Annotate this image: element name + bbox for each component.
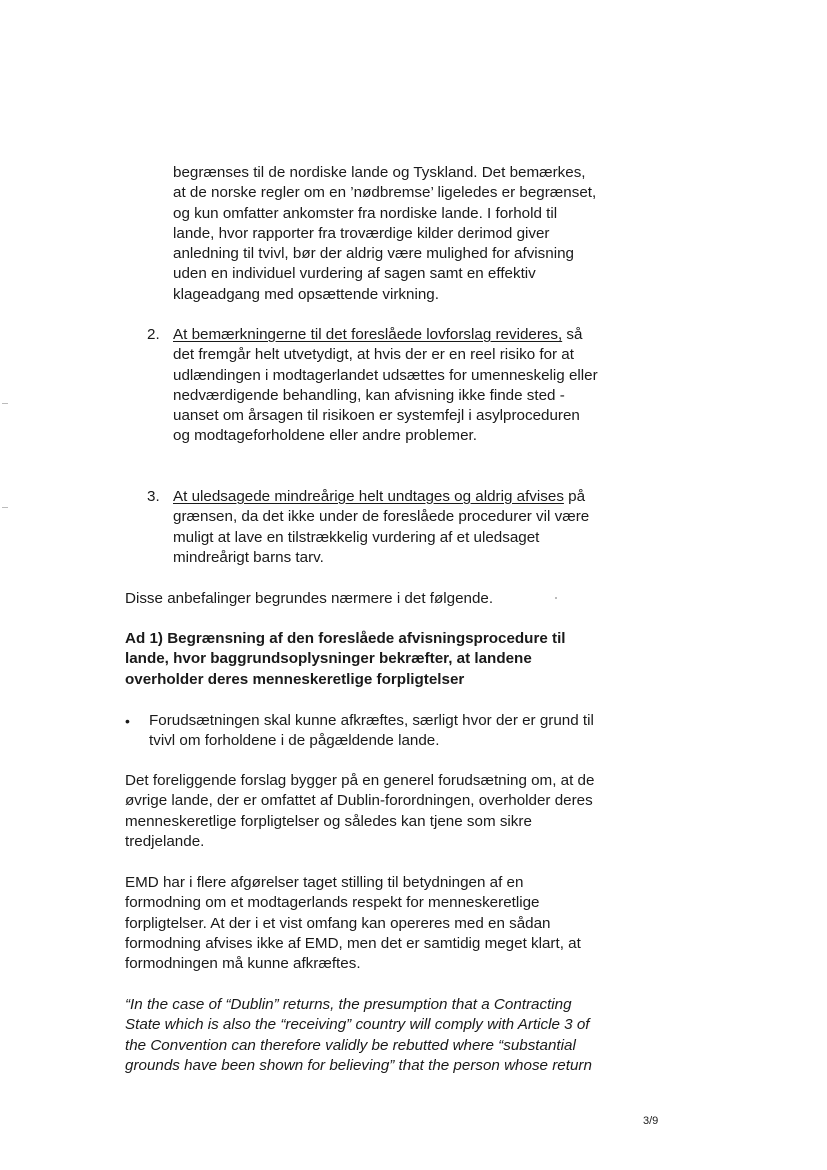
text-line: Disse anbefalinger begrundes nærmere i det følgende. — [125, 590, 494, 607]
bullet-symbol: • — [125, 713, 130, 729]
text-line: “In the case of “Dublin” returns, the presumption that a Contracting — [125, 996, 572, 1013]
section-heading — [125, 629, 566, 690]
text-line: og modtageforholdene eller andre problemer. — [173, 427, 477, 445]
intro-paragraph — [173, 163, 596, 305]
text-line: det fremgår helt utvetydigt, at hvis der er en reel risiko for at — [173, 346, 574, 364]
quote-block — [125, 995, 592, 1076]
bullet-item — [149, 711, 594, 752]
paragraph-forslag — [125, 771, 594, 852]
text-line: nedværdigende behandling, kan afvisning ikke finde sted - — [173, 386, 565, 404]
text-line: tvivl om forholdene i de pågældende lande. — [149, 732, 440, 750]
text-line: EMD har i flere afgørelser taget stilling til betydningen af en — [125, 874, 524, 891]
recommendation-item-2 — [173, 325, 598, 447]
list-number: 2. — [147, 326, 160, 343]
text-line: uden en individuel vurdering af sagen samt en effektiv — [173, 265, 536, 283]
text-line: lande, hvor rapporter fra troværdige kilder derimod giver — [173, 224, 550, 242]
text-line — [173, 325, 598, 345]
text-fragment: så — [562, 326, 583, 343]
text-line: grænsen, da det ikke under de foreslåede procedurer vil være — [173, 508, 590, 526]
text-line: begrænses til de nordiske lande og Tyskland. Det bemærkes, — [173, 164, 586, 181]
text-line: Forudsætningen skal kunne afkræftes, særligt hvor der er grund til — [149, 712, 594, 729]
text-line: State which is also the “receiving” country will comply with Article 3 of — [125, 1016, 590, 1034]
underlined-recommendation: At uledsagede mindreårige helt undtages og aldrig afvises — [173, 488, 564, 505]
recommendation-item-3 — [173, 487, 589, 568]
text-line: tredjelande. — [125, 832, 205, 850]
text-line: uanset om årsagen til risikoen er systemfejl i asylproceduren — [173, 407, 580, 425]
text-line: formodning afvises ikke af EMD, men det er samtidig meget klart, at — [125, 934, 581, 952]
text-line: muligt at lave en tilstrækkelig vurdering af et uledsaget — [173, 528, 540, 546]
text-line: formodning om et modtagerlands respekt for menneskeretlige — [125, 894, 540, 912]
paragraph-emd — [125, 873, 581, 974]
text-fragment: på — [563, 488, 586, 505]
text-line — [173, 487, 589, 507]
heading-line: lande, hvor baggrundsoplysninger bekræfter, at landene — [125, 650, 532, 668]
text-line: mindreårigt barns tarv. — [173, 548, 324, 566]
scan-mark — [2, 507, 8, 508]
scan-mark — [555, 597, 557, 599]
underlined-recommendation: At bemærkningerne til det foreslåede lovforslag revideres, — [173, 326, 563, 343]
text-line: formodningen må kunne afkræftes. — [125, 955, 361, 973]
recommendation-intro — [125, 589, 493, 609]
text-line: udlændingen i modtagerlandet udsættes for umenneskelig eller — [173, 366, 598, 384]
text-line: og kun omfatter ankomster fra nordiske lande. I forhold til — [173, 204, 558, 222]
scan-mark — [2, 403, 8, 404]
list-number: 3. — [147, 488, 160, 505]
text-line: menneskeretlige forpligtelser og således kan tjene som sikre — [125, 812, 532, 830]
text-line: at de norske regler om en ’nødbremse’ ligeledes er begrænset, — [173, 184, 597, 202]
text-line: klageadgang med opsættende virkning. — [173, 285, 439, 303]
text-line: øvrige lande, der er omfattet af Dublin-forordningen, overholder deres — [125, 792, 593, 810]
page-number: 3/9 — [643, 1115, 659, 1127]
text-line: grounds have been shown for believing” that the person whose return — [125, 1056, 592, 1074]
text-line: the Convention can therefore validly be rebutted where “substantial — [125, 1036, 576, 1054]
heading-line: overholder deres menneskeretlige forpligtelser — [125, 670, 465, 688]
text-line: Det foreliggende forslag bygger på en generel forudsætning om, at de — [125, 772, 595, 789]
text-line: forpligtelser. At der i et vist omfang kan opereres med en sådan — [125, 914, 551, 932]
heading-line: Ad 1) Begrænsning af den foreslåede afvisningsprocedure til — [125, 630, 566, 647]
text-line: anledning til tvivl, bør der aldrig være mulighed for afvisning — [173, 245, 574, 263]
